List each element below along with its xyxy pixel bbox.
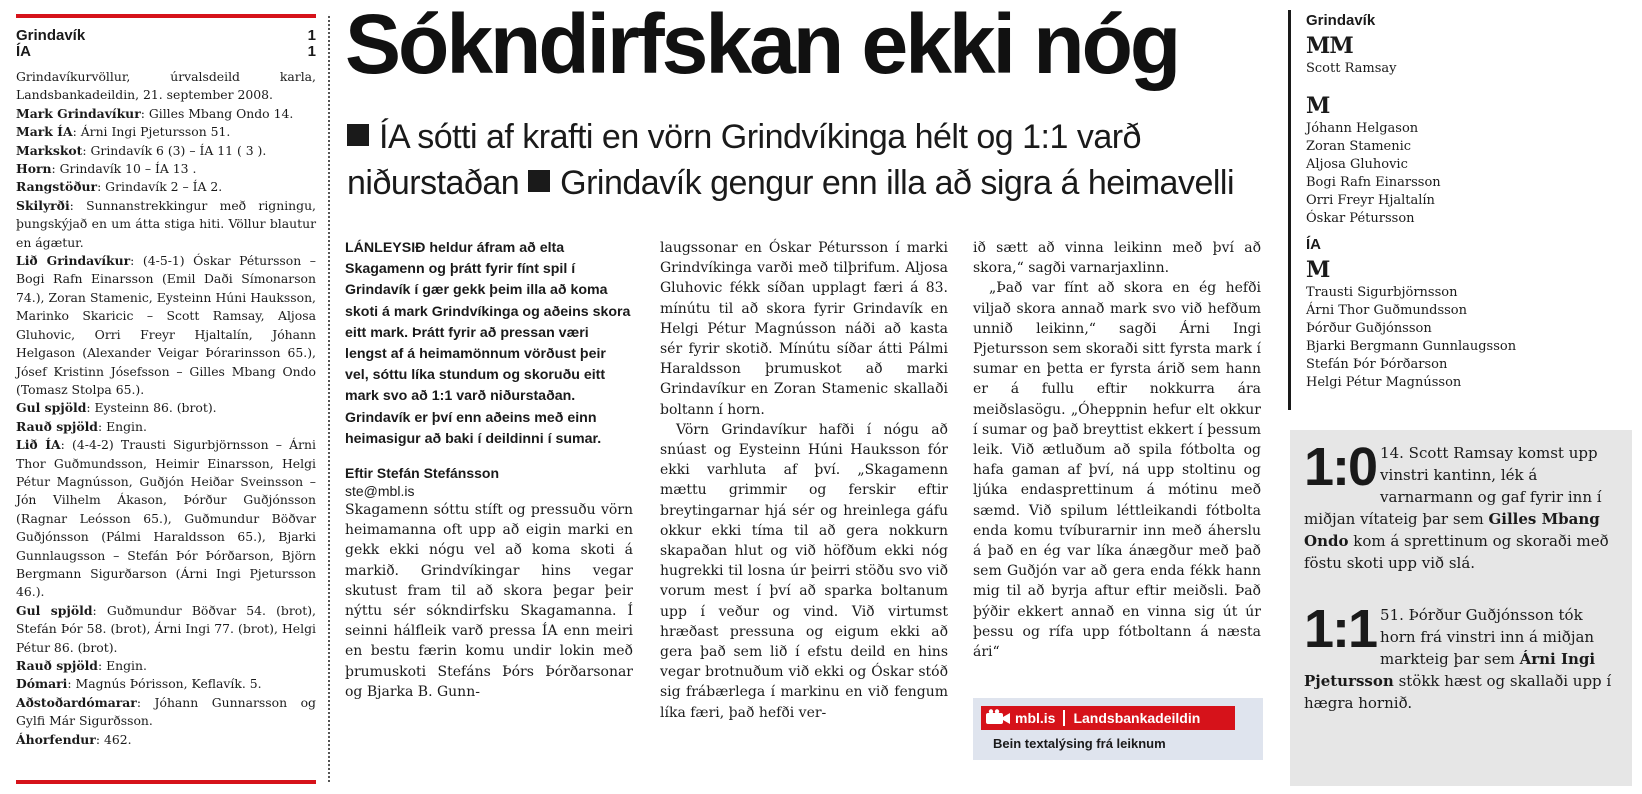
stats-entry: Mark Grindavíkur: Gilles Mbang Ondo 14. (16, 105, 294, 121)
away-team-score: 1 (307, 43, 316, 60)
goal-scorer: Árni Ingi Pjetursson (1304, 650, 1596, 690)
goal-score: 1:0 (1304, 437, 1377, 497)
promo-site: mbl.is (1015, 710, 1056, 726)
player-name: Stefán Þór Þórðarson (1306, 357, 1448, 372)
stats-entry: Horn: Grindavík 10 – ÍA 13 . (16, 161, 197, 177)
stats-entry: Dómari: Magnús Þórisson, Keflavík. 5. (16, 676, 262, 692)
article-column-2 (660, 238, 948, 723)
player-name: Bjarki Bergmann Gunnlaugsson (1306, 339, 1517, 354)
player-name: Scott Ramsay (1306, 61, 1397, 76)
top-red-rule (16, 14, 316, 18)
camera-icon (981, 706, 1015, 730)
author-email[interactable]: ste@mbl.is (345, 483, 415, 500)
goal-scorer: Gilles Mbang Ondo (1304, 510, 1600, 550)
article-subheadline (347, 114, 1277, 206)
player-name: Orri Freyr Hjaltalín (1306, 193, 1435, 208)
goal-highlight: 1:1 51. Þórður Guðjónsson tók horn frá vinstri inn á miðjan markteig þar sem Árni Ingi Pjetursson stökk hæst og skallaði upp í hægra hornið. (1304, 599, 1612, 712)
promo-subtitle: Bein textalýsing frá leiknum (993, 736, 1166, 751)
player-name: Helgi Pétur Magnússon (1306, 375, 1462, 390)
match-stats-box (16, 14, 316, 784)
article-byline: Eftir Stefán Stefánsson (345, 465, 500, 482)
bottom-red-rule (16, 780, 316, 784)
stats-entry: Grindavíkurvöllur, úrvalsdeild karla, Landsbankadeildin, 21. september 2008. (16, 69, 316, 103)
goal-highlights-box (1290, 430, 1632, 786)
home-team-name: Grindavík (16, 27, 86, 44)
promo-separator (1063, 710, 1065, 726)
ratings-team-2: ÍA (1306, 236, 1321, 253)
goal-highlight: 1:0 14. Scott Ramsay komst upp vinstri kantinn, lék á varnarmann og gaf fyrir inn í miðjan vítateig þar sem Gilles Mbang Ondo kom á sprettinum og skoraði með föstu skoti upp við slá. (1304, 437, 1609, 572)
promo-league: Landsbankadeildin (1073, 710, 1201, 726)
player-ratings (1306, 10, 1626, 392)
body-paragraph: ið sætt að vinna leikinn með því að skora,“ sagði varnarjaxlinn. (973, 240, 1261, 277)
stats-entry: Lið Grindavíkur: (4-5-1) Óskar Pétursson – Bogi Rafn Einarsson (Emil Daði Símonarson 74.), Zoran Stamenic, Eysteinn Húni Hauksson, Marinko Skaricic – Scott Ramsay, Aljosa Gluhovic, Orri Freyr Hjaltalín, Jóhann Helgason (Alexander Veigar Þórarinsson 65.), Jósef Kristinn Jósefsson – Gilles Mbang Ondo (Tomasz Stolpa 65.). (16, 253, 316, 397)
rating-m-players (1306, 284, 1626, 392)
subhead-part-1: ÍA sótti af krafti en vörn Grindvíkinga hélt og 1:1 varð niðurstaðan (347, 118, 1141, 202)
stats-body (16, 68, 316, 749)
player-name: Zoran Stamenic (1306, 139, 1412, 154)
mbl-live-promo[interactable] (973, 698, 1263, 760)
article-column-1 (345, 238, 633, 702)
stats-entry: Áhorfendur: 462. (16, 731, 132, 747)
stats-entry: Gul spjöld: Eysteinn 86. (brot). (16, 400, 217, 416)
square-bullet-icon (347, 124, 369, 146)
rating-m-players (1306, 120, 1626, 228)
body-paragraph: „Það var fínt að skora en ég hefði viljað skora annað mark svo við hefðum unnið leikinn,“ sagði Árni Ingi Pjetursson sem skoraði sitt fyrsta mark í sumar en þetta er fyrsta árið sem hann er á fullu eftir nokkurra ára meiðslasögu. „Óheppnin hefur elt okkur í sumar og það breyttist ekkert í þessum leik. Við ætluðum að spila fótbolta og hafa gaman af því, ná upp stoltinu og ljúka endasprettinum á mótinu með sæmd. Við spilum léttleikandi fótbolta enda komu tvíburarnir inn með áherslu á það en ég var líka ánægður með það sem Guðjón var að gera enda fékk hann mig til að byrja aftur eftir meiðsli. Það þýðir ekkert annað en vinna sig út úr þessu og rífa upp fótboltann á næsta ári“ (973, 280, 1261, 661)
stats-entry: Markskot: Grindavík 6 (3) – ÍA 11 ( 3 ). (16, 142, 267, 158)
body-paragraph: Vörn Grindavíkur hafði í nógu að snúast og Eysteinn Húni Hauksson fór ekki varhluta af því. „Skagamenn mættu grimmir og ferskir eftir breytingarnar hjá sér og hreinlega gáfu okkur ekki tíma til að gera nokkurn skapaðan hlut og við höfðum ekki nóg hugrekki til losna úr þeirri stöðu svo við vorum mest í því að sparka boltanum upp í veður og vind. Við virtumst hræðast pressuna og eigum ekki að gera það sem lið í efstu deild en hins vegar brotnuðum við ekki og Óskar stóð sig frábærlega í markinu en við fengum líka færi, það hefði ver- (660, 421, 948, 721)
stats-entry: Gul spjöld: Guðmundur Böðvar 54. (brot), Stefán Þór 58. (brot), Árni Ingi 77. (brot), Helgi Pétur 86. (brot). (16, 602, 316, 655)
stats-entry: Rauð spjöld: Engin. (16, 658, 147, 673)
player-name: Árni Thor Guðmundsson (1306, 303, 1468, 318)
player-name: Trausti Sigurbjörnsson (1306, 285, 1458, 300)
player-name: Jóhann Helgason (1306, 121, 1419, 136)
home-team-score: 1 (307, 27, 316, 44)
promo-banner[interactable] (981, 706, 1235, 730)
rating-m-label: M (1306, 93, 1330, 119)
vertical-black-rule (1288, 10, 1291, 410)
dotted-column-divider (328, 16, 330, 782)
rating-mm-label: MM (1306, 33, 1353, 59)
rating-mm-players (1306, 60, 1626, 78)
away-team-name: ÍA (16, 43, 31, 60)
article-headline: Sókndirfskan ekki nóg (345, 0, 1179, 91)
player-name: Bogi Rafn Einarsson (1306, 175, 1441, 190)
rating-m-label: M (1306, 257, 1330, 283)
stats-entry: Skilyrði: Sunnanstrekkingur með rigningu, þungskýjað en um átta stiga hiti. Völlur blautur en ágætur. (16, 197, 316, 250)
body-paragraph: Skagamenn sóttu stíft og pressuðu vörn heimamanna oft upp að eigin marki en gekk ekki nógu vel að koma skoti á markið. Grindvíkingar hins vegar skutust fram til að skora þegar þeir nýttu sér sókndirfsku Skagamanna. Í seinni hálfleik varð pressa ÍA enn meiri en bestu færin komu undir lokin með þrumuskoti Stefáns Þórs Þórðarsonar og Bjarka B. Gunn- (345, 502, 633, 700)
stats-entry: Mark ÍA: Árni Ingi Pjetursson 51. (16, 124, 231, 140)
goal-score: 1:1 (1304, 599, 1377, 659)
player-name: Aljosa Gluhovic (1306, 157, 1408, 172)
square-bullet-icon (528, 170, 550, 192)
stats-entry: Aðstoðardómarar: Jóhann Gunnarsson og Gylfi Már Sigurðsson. (16, 694, 316, 729)
ratings-team-1: Grindavík (1306, 12, 1376, 29)
score-header (16, 28, 316, 60)
body-paragraph: laugssonar en Óskar Pétursson í marki Grindvíkinga varði með tilþrifum. Aljosa Gluhovic fékk síðan upplagt færi á 83. mínútu til að skora fyrir Grindavík en Helgi Pétur Magnússon náði að kasta sér fyrir skotið. Mínútu síðar átti Pálmi Haraldsson þrumuskot að marki Grindavíkur en Zoran Stamenic skallaði boltann í horn. (660, 240, 948, 418)
stats-entry: Lið ÍA: (4-4-2) Trausti Sigurbjörnsson – Árni Thor Guðmundsson, Heimir Einarsson, Helgi Pétur Magnússon, Guðjón Heiðar Sveinsson – Jón Vilhelm Ákason, Þórður Guðjónsson (Ragnar Leósson 65.), Guðmundur Böðvar Guðjónsson (Pálmi Haraldsson 65.), Bjarki Gunnlaugsson – Stefán Þór Þórðarson, Björn Bergmann Sigurðarson (Árni Ingi Pjetursson 46.). (16, 437, 316, 600)
stats-entry: Rauð spjöld: Engin. (16, 418, 147, 434)
player-name: Þórður Guðjónsson (1306, 321, 1432, 336)
article-column-3 (973, 238, 1261, 662)
article-lede: LÁNLEYSIÐ heldur áfram að elta Skagamenn og þrátt fyrir fínt spil í Grindavík í gær gekk þeim illa að koma skoti á mark Grindvíkinga og aðeins skora eitt mark. Þrátt fyrir að pressan væri lengst af á heimamönnum vörðust þeir vel, sóttu líka stundum og skoruðu eitt mark svo að 1:1 varð niðurstaðan. Grindavík er því enn aðeins með einn heimasigur að baki í deildinni í sumar. (345, 240, 631, 447)
stats-entry: Rangstöður: Grindavík 2 – ÍA 2. (16, 179, 223, 195)
subhead-part-2: Grindavík gengur enn illa að sigra á heimavelli (560, 164, 1235, 202)
player-name: Óskar Pétursson (1306, 211, 1415, 226)
